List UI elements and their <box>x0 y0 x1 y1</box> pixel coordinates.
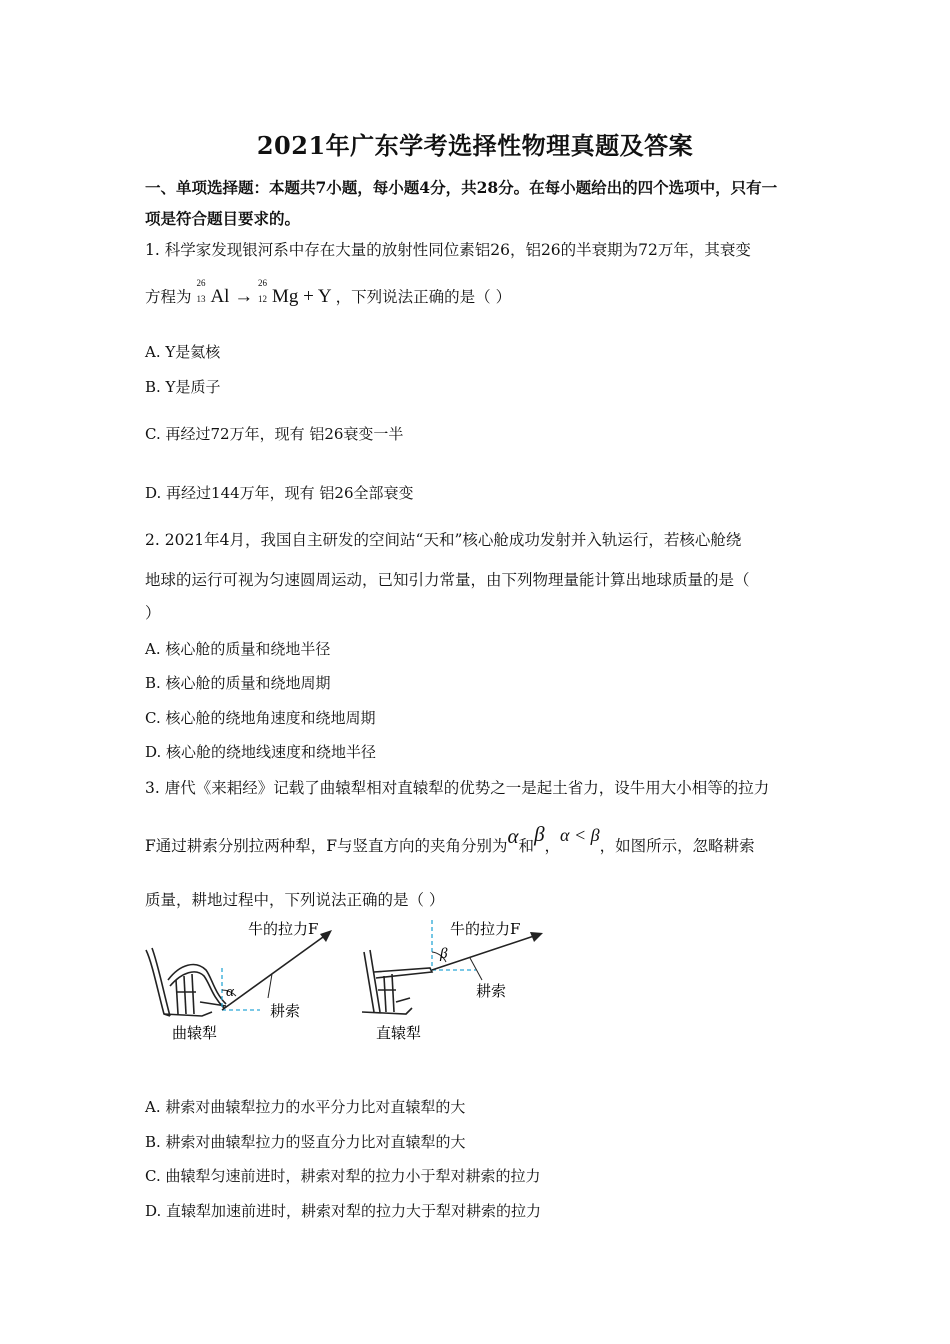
angle-inequality: α < β <box>560 825 600 845</box>
decay-equation <box>196 278 335 307</box>
q3-option-a: A. 耕索对曲辕犁拉力的水平分力比对直辕犁的大 <box>145 1098 466 1116</box>
arrow-symbol: → <box>234 286 254 307</box>
q1-option-a: A. Y是氦核 <box>145 343 221 361</box>
straight-plow-name: 直辕犁 <box>376 1024 422 1042</box>
straight-plow-beta-label: β <box>440 946 448 962</box>
q2-stem-line3: ） <box>145 604 161 622</box>
section-header-line2: 项是符合题目要求的。 <box>145 209 301 228</box>
straight-plow-rope-label: 耕索 <box>476 982 507 1000</box>
straight-plow-force-label: 牛的拉力F <box>450 920 521 938</box>
straight-plow-drawing <box>362 950 432 1014</box>
straight-plow-force-arrow <box>432 934 540 970</box>
curved-plow-name: 曲辕犁 <box>172 1024 218 1042</box>
alpha-symbol: α <box>507 824 519 848</box>
q3-option-c: C. 曲辕犁匀速前进时，耕索对犁的拉力小于犁对耕索的拉力 <box>145 1167 541 1185</box>
curved-plow-alpha-label: α <box>226 984 234 1000</box>
curved-plow-drawing <box>146 948 226 1016</box>
q2-option-b: B. 核心舱的质量和绕地周期 <box>145 674 331 692</box>
plus-y: + Y <box>303 286 331 307</box>
q3-line2-start: F通过耕索分别拉两种犁，F与竖直方向的夹角分别为 <box>145 837 508 855</box>
and-word: 和 <box>518 837 535 855</box>
q3-option-d: D. 直辕犁加速前进时，耕索对犁的拉力大于犁对耕索的拉力 <box>145 1202 542 1220</box>
q2-option-a: A. 核心舱的质量和绕地半径 <box>145 640 331 658</box>
q1-option-d: D. 再经过144万年，现有 铝26全部衰变 <box>145 484 414 502</box>
q2-option-c: C. 核心舱的绕地角速度和绕地周期 <box>145 709 376 727</box>
q1-option-c: C. 再经过72万年，现有 铝26衰变一半 <box>145 425 404 443</box>
q3-comma: ， <box>544 837 561 855</box>
q1-suffix: ，下列说法正确的是（ ） <box>335 288 512 306</box>
mg-symbol: Mg <box>271 286 299 307</box>
q3-option-b: B. 耕索对曲辕犁拉力的竖直分力比对直辕犁的大 <box>145 1133 466 1151</box>
mg-mass-number: 26 <box>257 278 267 288</box>
page-title: 2021年广东学考选择性物理真题及答案 <box>256 131 694 160</box>
q1-stem-line1: 1. 科学家发现银河系中存在大量的放射性同位素铝26，铝26的半衰期为72万年，其衰变 <box>145 241 751 259</box>
plow-figure <box>140 912 560 1052</box>
curved-plow-force-arrow <box>222 932 330 1010</box>
curved-plow-arrowhead <box>320 930 332 942</box>
q3-stem-line1: 3. 唐代《来耜经》记载了曲辕犁相对直辕犁的优势之一是起土省力，设牛用大小相等的拉力 <box>145 779 770 797</box>
q1-prefix: 方程为 <box>145 288 192 306</box>
beta-symbol: β <box>534 822 545 846</box>
q1-option-b: B. Y是质子 <box>145 378 221 396</box>
curved-plow-rope-pointer <box>268 974 272 998</box>
curved-plow-rope-label: 耕索 <box>270 1002 301 1020</box>
q1-stem-line2 <box>145 278 512 308</box>
mg-charge-number: 12 <box>257 294 267 304</box>
straight-plow-rope-pointer <box>470 958 482 980</box>
q3-line2-end: ，如图所示，忽略耕索 <box>599 837 755 855</box>
al-charge-number: 13 <box>196 294 206 304</box>
al-mass-number: 26 <box>196 278 206 288</box>
q2-stem-line1: 2. 2021年4月，我国自主研发的空间站“天和”核心舱成功发射并入轨运行，若核心舱绕 <box>145 531 742 549</box>
q3-stem-line3: 质量，耕地过程中，下列说法正确的是（ ） <box>145 891 445 909</box>
q2-option-d: D. 核心舱的绕地线速度和绕地半径 <box>145 743 377 761</box>
al-symbol: Al <box>210 286 230 307</box>
q3-stem-line2 <box>145 822 755 857</box>
q2-stem-line2: 地球的运行可视为匀速圆周运动，已知引力常量，由下列物理量能计算出地球质量的是（ <box>145 571 750 589</box>
curved-plow-force-label: 牛的拉力F <box>248 920 319 938</box>
section-header-line1: 一、单项选择题：本题共7小题，每小题4分，共28分。在每小题给出的四个选项中，只有一 <box>145 178 778 197</box>
